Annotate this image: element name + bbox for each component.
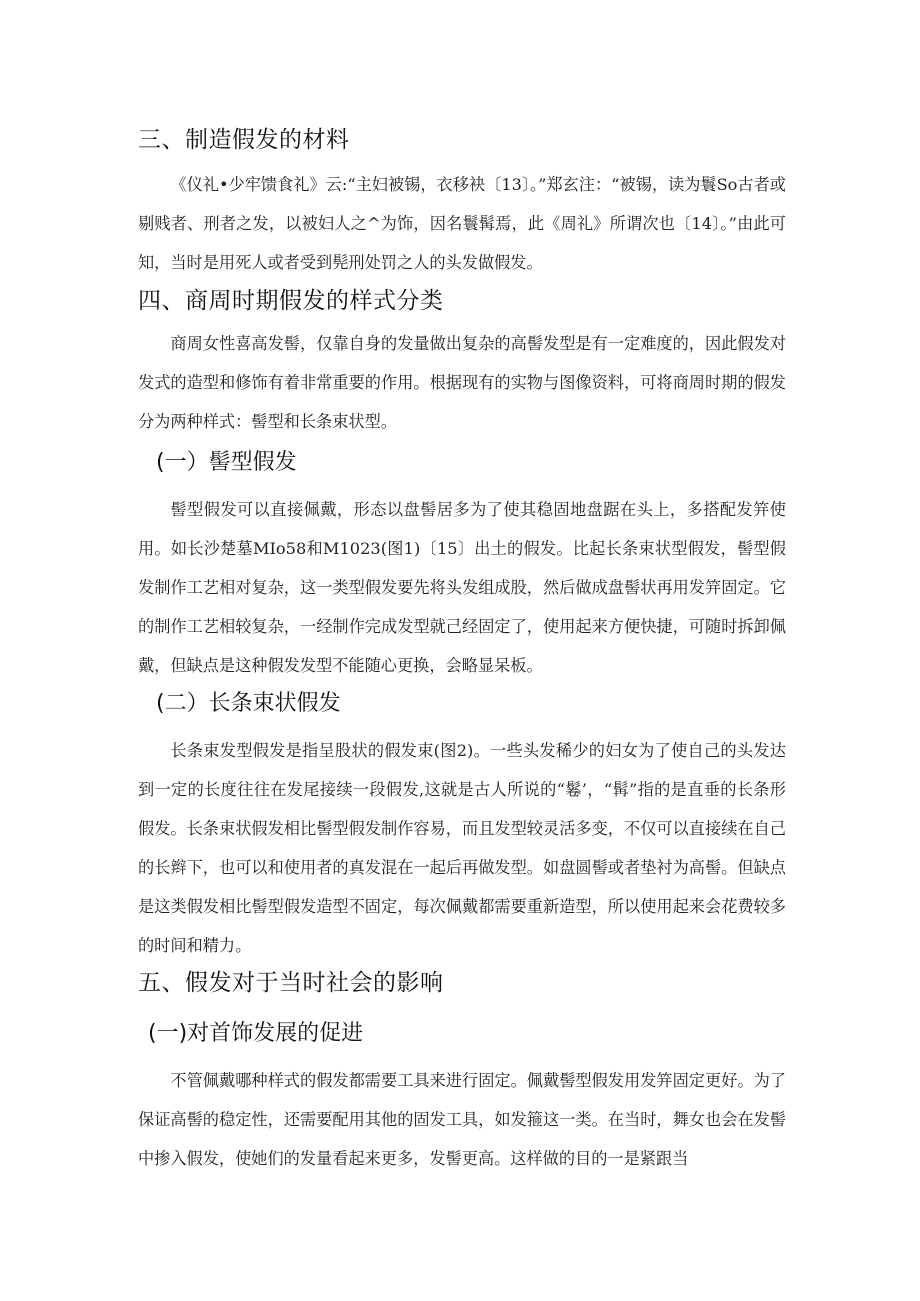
subsection-5-1-paragraph: 不管佩戴哪种样式的假发都需要工具来进行固定。佩戴髻型假发用发笄固定更好。为了保证高髻的稳定性，还需要配用其他的固发工具，如发箍这一类。在当时，舞女也会在发髻中掺入假发，使她们的发量看起来更多，发髻更高。这样做的目的一是紧跟当: [138, 1071, 786, 1168]
section-5-heading: 五、假发对于当时社会的影响: [138, 970, 444, 996]
subsection-4-2-paragraph: 长条束发型假发是指呈股状的假发束(图2)。一些头发稀少的妇女为了使自己的头发达到一定的长度往往在发尾接续一段假发,这就是古人所说的“鬈’，“髯”指的是直垂的长条形假发。长条束状假发相比髻型假发制作容易，而且发型较灵活多变，不仅可以直接续在自己的长辫下，也可以和使用者的真发混在一起后再做发型。如盘圆髻或者垫衬为高髻。但缺点是这类假发相比髻型假发造型不固定，每次佩戴都需要重新造型，所以使用起来会花费较多的时间和精力。: [138, 741, 786, 955]
subsection-4-1-heading: (一）髻型假发: [156, 450, 297, 475]
section-4-intro-paragraph: 商周女性喜高发髻，仅靠自身的发量做出复杂的高髻发型是有一定难度的，因此假发对发式的造型和修饰有着非常重要的作用。根据现有的实物与图像资料，可将商周时期的假发分为两种样式：髻型和长条束状型。: [138, 334, 786, 431]
section-3-heading: 三、制造假发的材料: [138, 127, 350, 153]
section-3-paragraph: 《仪礼•少牢馈食礼》云:“主妇被锡，衣移袂〔13〕。”郑玄注：“被锡，读为鬟So古者或剔贱者、刑者之发，以被妇人之^为饰，因名鬟髯焉，此《周礼》所谓次也〔14〕。”由此可知，当时是用死人或者受到髡刑处罚之人的头发做假发。: [138, 175, 786, 272]
subsection-5-1-heading: (一)对首饰发展的促进: [148, 1021, 364, 1046]
subsection-4-1-paragraph: 髻型假发可以直接佩戴，形态以盘髻居多为了使其稳固地盘踞在头上，多搭配发笄使用。如长沙楚墓MIo58和M1023(图1)〔15〕出土的假发。比起长条束状型假发，髻型假发制作工艺相对复杂，这一类型假发要先将头发组成股，然后做成盘髻状再用发笄固定。它的制作工艺相较复杂，一经制作完成发型就己经固定了，使用起来方便快捷，可随时拆卸佩戴，但缺点是这种假发发型不能随心更换，会略显呆板。: [138, 500, 786, 675]
section-4-heading: 四、商周时期假发的样式分类: [138, 288, 444, 314]
subsection-4-2-heading: (二）长条束状假发: [156, 691, 341, 716]
